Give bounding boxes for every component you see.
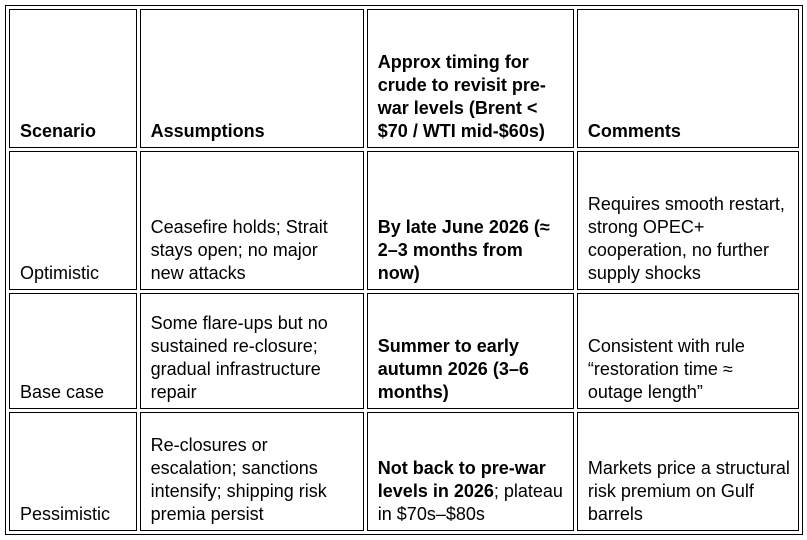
cell-comments: Consistent with rule “restoration time ≈ outage length” xyxy=(577,293,799,410)
cell-scenario: Pessimistic xyxy=(9,412,137,531)
table-row-optimistic xyxy=(9,151,799,290)
cell-comments: Markets price a structural risk premium on Gulf barrels xyxy=(577,412,799,531)
cell-assumptions: Some flare-ups but no sustained re-closure; gradual infrastructure repair xyxy=(140,293,364,410)
timing-rest-text: ; plateau in $70s–$80s xyxy=(377,481,563,524)
header-comments: Comments xyxy=(577,9,799,148)
cell-scenario: Optimistic xyxy=(9,151,137,290)
cell-timing xyxy=(367,293,574,410)
timing-bold-text: By late June 2026 (≈ 2–3 months from now) xyxy=(377,216,550,283)
table-row-base-case xyxy=(9,293,799,410)
header-assumptions: Assumptions xyxy=(140,9,364,148)
timing-bold-text: Not back to pre-war levels in 2026 xyxy=(377,458,546,501)
cell-assumptions: Re-closures or escalation; sanctions intensify; shipping risk premia persist xyxy=(140,412,364,531)
cell-scenario: Base case xyxy=(9,293,137,410)
cell-comments: Requires smooth restart, strong OPEC+ cooperation, no further supply shocks xyxy=(577,151,799,290)
table-header-row xyxy=(9,9,799,148)
cell-assumptions: Ceasefire holds; Strait stays open; no major new attacks xyxy=(140,151,364,290)
table-row-pessimistic xyxy=(9,412,799,531)
header-scenario: Scenario xyxy=(9,9,137,148)
header-timing: Approx timing for crude to revisit pre-war levels (Brent < $70 / WTI mid-$60s) xyxy=(367,9,574,148)
cell-timing xyxy=(367,151,574,290)
timing-bold-text: Summer to early autumn 2026 (3–6 months) xyxy=(377,336,529,403)
scenario-table xyxy=(5,5,803,535)
cell-timing xyxy=(367,412,574,531)
